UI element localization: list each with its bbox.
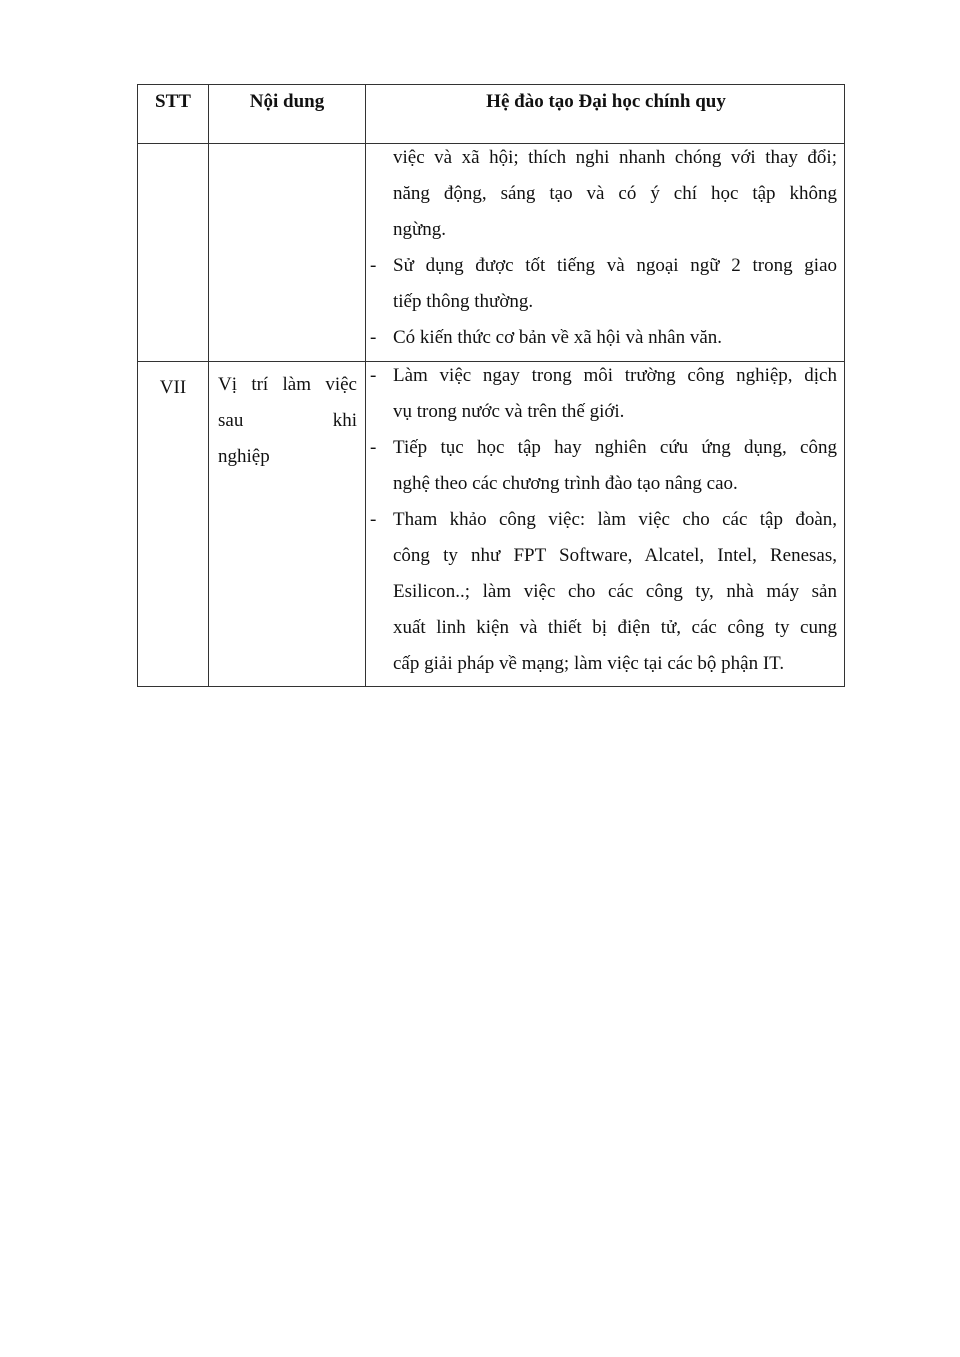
column-divider <box>208 85 209 686</box>
row-number: VII <box>159 377 187 398</box>
header-program: Hệ đào tạo Đại học chính quy <box>486 91 726 112</box>
cell-line: Tiếp tục học tập hay nghiên cứu ứng dụng, công <box>393 437 837 458</box>
header-stt: STT <box>155 91 191 112</box>
row-divider <box>138 143 844 144</box>
column-divider <box>365 85 366 686</box>
row-content-line: sau khi <box>218 410 357 431</box>
bullet-dash: - <box>370 365 377 386</box>
bullet-dash: - <box>370 255 377 276</box>
cell-line: Esilicon..; làm việc cho các công ty, nhà máy sản <box>393 581 837 602</box>
cell-line: Làm việc ngay trong môi trường công nghiệp, dịch <box>393 365 837 386</box>
cell-line: Có kiến thức cơ bản về xã hội và nhân văn. <box>393 327 723 348</box>
cell-line: việc và xã hội; thích nghi nhanh chóng với thay đổi; <box>393 147 837 168</box>
cell-line: công ty như FPT Software, Alcatel, Intel, Renesas, <box>393 545 837 566</box>
cell-line: Sử dụng được tốt tiếng và ngoại ngữ 2 trong giao <box>393 255 837 276</box>
row-content-line: Vị trí làm việc <box>218 374 357 395</box>
header-content: Nội dung <box>249 91 325 112</box>
cell-line: năng động, sáng tạo và có ý chí học tập không <box>393 183 837 204</box>
cell-line: Tham khảo công việc: làm việc cho các tập đoàn, <box>393 509 837 530</box>
program-table <box>137 84 845 687</box>
cell-line: ngừng. <box>393 219 447 240</box>
row-content-line: nghiệp <box>218 446 270 467</box>
bullet-dash: - <box>370 437 377 458</box>
cell-line: xuất linh kiện và thiết bị điện tử, các công ty cung <box>393 617 837 638</box>
cell-line: tiếp thông thường. <box>393 291 534 312</box>
row-divider <box>138 361 844 362</box>
bullet-dash: - <box>370 509 377 530</box>
cell-line: vụ trong nước và trên thế giới. <box>393 401 625 422</box>
cell-line: cấp giải pháp về mạng; làm việc tại các bộ phận IT. <box>393 653 785 674</box>
cell-line: nghệ theo các chương trình đào tạo nâng cao. <box>393 473 738 494</box>
bullet-dash: - <box>370 327 377 348</box>
